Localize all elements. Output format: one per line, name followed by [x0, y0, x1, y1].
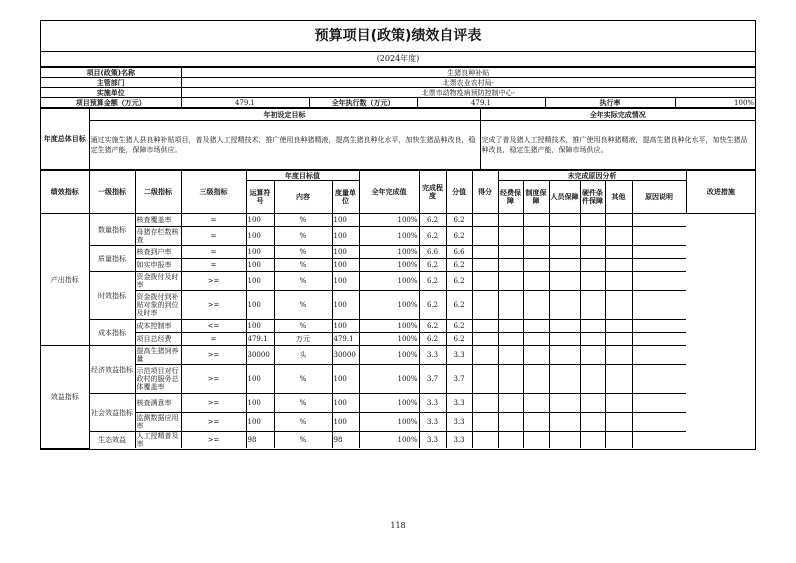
table-row: [41, 413, 755, 432]
cell-empty: [549, 272, 580, 291]
cell-op: =: [181, 333, 246, 346]
cell-empty: [472, 227, 498, 246]
cell-unit: %: [274, 259, 332, 272]
cell-empty: [498, 272, 523, 291]
cell-degree: 100%: [359, 291, 419, 320]
header-level3: 三级指标: [181, 171, 246, 214]
header-level2: 二级指标: [135, 171, 181, 214]
header-content: 内容: [274, 181, 332, 214]
cell-value: 30000: [332, 346, 359, 365]
level3-indicator: 母猪存栏数核查: [135, 227, 181, 246]
cell-unit: %: [274, 272, 332, 291]
header-funding: 经费保障: [498, 181, 523, 214]
cell-points: 6.2: [419, 291, 446, 320]
table-row: [41, 291, 755, 320]
header-level1: 一级指标: [89, 171, 135, 214]
performance-indicator-table: [41, 170, 755, 449]
cell-empty: [523, 214, 549, 227]
level2-indicator: 质量指标: [89, 246, 135, 272]
cell-degree: 100%: [359, 432, 419, 449]
cell-empty: [605, 365, 632, 394]
cell-value: 98: [332, 432, 359, 449]
cell-score: 6.2: [446, 227, 472, 246]
level3-indicator: 资金拨付及时率: [135, 272, 181, 291]
level2-indicator: 社会效益指标: [89, 394, 135, 432]
cell-empty: [632, 432, 686, 449]
unit-row: [41, 88, 755, 98]
cell-empty: [549, 413, 580, 432]
level3-indicator: 成本控制率: [135, 320, 181, 333]
cell-value: 100: [332, 227, 359, 246]
goals-row-label: 年度总体目标: [41, 109, 89, 170]
cell-empty: [580, 227, 605, 246]
cell-empty: [523, 227, 549, 246]
cell-empty: [498, 227, 523, 246]
cell-degree: 100%: [359, 365, 419, 394]
cell-unit: %: [274, 227, 332, 246]
cell-empty: [580, 320, 605, 333]
cell-empty: [632, 272, 686, 291]
cell-degree: 100%: [359, 227, 419, 246]
cell-empty: [605, 259, 632, 272]
goals-content-row: [41, 121, 755, 170]
table-row: [41, 272, 755, 291]
budget-row: [41, 98, 755, 108]
cell-empty: [580, 365, 605, 394]
cell-empty: [549, 320, 580, 333]
cell-empty: [605, 272, 632, 291]
cell-empty: [523, 346, 549, 365]
cell-empty: [580, 272, 605, 291]
cell-score: 3.3: [446, 394, 472, 413]
cell-empty: [605, 394, 632, 413]
header-reason-group: 未完成原因分析: [498, 171, 686, 181]
cell-empty: [498, 333, 523, 346]
header-improve: 改进措施: [686, 171, 755, 214]
cell-empty: [632, 259, 686, 272]
cell-content: 100: [246, 214, 274, 227]
cell-points: 6.2: [419, 214, 446, 227]
budget-value: 479.1: [181, 98, 309, 108]
cell-empty: [549, 291, 580, 320]
cell-value: 100: [332, 413, 359, 432]
cell-empty: [472, 346, 498, 365]
perf-header-row-1: [41, 171, 755, 181]
cell-op: >=: [181, 346, 246, 365]
cell-unit: 万元: [274, 333, 332, 346]
cell-empty: [549, 214, 580, 227]
unit-value: 北票市动物疫病预防控制中心-: [181, 88, 755, 98]
header-personnel: 人员保障: [549, 181, 580, 214]
cell-empty: [523, 413, 549, 432]
cell-empty: [549, 394, 580, 413]
cell-content: 100: [246, 246, 274, 259]
cell-empty: [632, 291, 686, 320]
header-system: 制度保障: [523, 181, 549, 214]
cell-empty: [632, 333, 686, 346]
cell-score: 3.3: [446, 413, 472, 432]
cell-empty: [498, 413, 523, 432]
cell-empty: [549, 432, 580, 449]
cell-content: 98: [246, 432, 274, 449]
table-row: [41, 227, 755, 246]
year-subtitle: (2024年度): [41, 52, 755, 67]
cell-empty: [472, 214, 498, 227]
cell-degree: 100%: [359, 413, 419, 432]
cell-value: 479.1: [332, 333, 359, 346]
table-row: [41, 320, 755, 333]
cell-empty: [472, 432, 498, 449]
cell-empty: [632, 246, 686, 259]
cell-points: 3.7: [419, 365, 446, 394]
project-info-table: [41, 67, 755, 108]
dept-row: [41, 78, 755, 88]
actual-header: 全年实际完成情况: [480, 109, 755, 121]
cell-op: =: [181, 259, 246, 272]
cell-empty: [472, 333, 498, 346]
cell-degree: 100%: [359, 246, 419, 259]
cell-empty: [523, 291, 549, 320]
cell-empty: [605, 413, 632, 432]
level3-indicator: 示范项目对行政村的服务总体覆盖率: [135, 365, 181, 394]
cell-empty: [580, 246, 605, 259]
cell-unit: %: [274, 291, 332, 320]
cell-empty: [498, 365, 523, 394]
table-row: [41, 333, 755, 346]
cell-degree: 100%: [359, 394, 419, 413]
cell-score: 6.2: [446, 320, 472, 333]
level3-indicator: 监测数据应用率: [135, 413, 181, 432]
cell-empty: [472, 259, 498, 272]
cell-empty: [632, 413, 686, 432]
level3-indicator: 项目总经费: [135, 333, 181, 346]
cell-op: >=: [181, 394, 246, 413]
cell-empty: [523, 394, 549, 413]
project-name-value: 生猪良种补贴: [181, 68, 755, 78]
cell-empty: [580, 432, 605, 449]
cell-empty: [605, 227, 632, 246]
cell-degree: 100%: [359, 214, 419, 227]
cell-empty: [472, 394, 498, 413]
table-row: [41, 365, 755, 394]
cell-content: 100: [246, 365, 274, 394]
actual-text: 完成了普及猪人工授精技术，推广使用良种猪精液，提高生猪良种化水平，加快生猪品种改良，稳定生猪产能，保障市场供应。: [480, 121, 755, 170]
cell-value: 100: [332, 291, 359, 320]
cell-empty: [549, 259, 580, 272]
cell-value: 100: [332, 272, 359, 291]
page-title: 预算项目(政策)绩效自评表: [41, 21, 755, 52]
cell-content: 100: [246, 259, 274, 272]
cell-op: <=: [181, 320, 246, 333]
cell-empty: [523, 246, 549, 259]
cell-empty: [523, 320, 549, 333]
cell-points: 3.3: [419, 346, 446, 365]
header-reason: 原因说明: [632, 181, 686, 214]
level2-indicator: 时效指标: [89, 272, 135, 320]
cell-value: 100: [332, 365, 359, 394]
evaluation-sheet: [40, 20, 756, 450]
header-complete-value: 全年完成值: [359, 171, 419, 214]
cell-value: 100: [332, 394, 359, 413]
cell-empty: [549, 333, 580, 346]
cell-points: 3.3: [419, 394, 446, 413]
cell-unit: %: [274, 413, 332, 432]
page-number: 118: [390, 521, 406, 530]
cell-empty: [549, 346, 580, 365]
cell-score: 6.2: [446, 214, 472, 227]
cell-empty: [523, 259, 549, 272]
cell-empty: [472, 320, 498, 333]
table-row: [41, 259, 755, 272]
cell-empty: [580, 346, 605, 365]
header-annual-target: 年度目标值: [246, 171, 359, 181]
budget-label: 项目预算金额（万元）: [41, 98, 181, 108]
cell-empty: [580, 214, 605, 227]
cell-empty: [580, 333, 605, 346]
level3-indicator: 人工授精普及率: [135, 432, 181, 449]
cell-unit: %: [274, 394, 332, 413]
header-other: 其他: [605, 181, 632, 214]
cell-score: 3.3: [446, 432, 472, 449]
cell-points: 6.2: [419, 333, 446, 346]
cell-degree: 100%: [359, 333, 419, 346]
cell-empty: [549, 246, 580, 259]
cell-empty: [605, 346, 632, 365]
cell-content: 100: [246, 394, 274, 413]
cell-points: 6.6: [419, 246, 446, 259]
table-row: [41, 346, 755, 365]
cell-score: 6.2: [446, 272, 472, 291]
cell-points: 6.2: [419, 259, 446, 272]
cell-content: 479.1: [246, 333, 274, 346]
cell-empty: [632, 365, 686, 394]
table-row: [41, 246, 755, 259]
cell-empty: [632, 394, 686, 413]
cell-empty: [605, 214, 632, 227]
cell-unit: 头: [274, 346, 332, 365]
cell-empty: [472, 365, 498, 394]
cell-op: >=: [181, 272, 246, 291]
dept-label: 主管部门: [41, 78, 181, 88]
table-row: [41, 214, 755, 227]
level1-indicator: 产出指标: [41, 214, 89, 346]
cell-content: 30000: [246, 346, 274, 365]
cell-score: 6.2: [446, 259, 472, 272]
exec-label: 全年执行数（万元）: [309, 98, 417, 108]
cell-points: 6.2: [419, 227, 446, 246]
cell-content: 100: [246, 413, 274, 432]
cell-content: 100: [246, 291, 274, 320]
project-name-row: [41, 68, 755, 78]
cell-op: =: [181, 214, 246, 227]
level2-indicator: 数量指标: [89, 214, 135, 246]
cell-degree: 100%: [359, 272, 419, 291]
cell-unit: %: [274, 432, 332, 449]
level3-indicator: 核查满意率: [135, 394, 181, 413]
cell-content: 100: [246, 227, 274, 246]
cell-empty: [472, 291, 498, 320]
level3-indicator: 资金拨付到补贴对象的到位及时率: [135, 291, 181, 320]
cell-degree: 100%: [359, 346, 419, 365]
cell-empty: [580, 413, 605, 432]
header-score: 得分: [472, 171, 498, 214]
cell-empty: [632, 320, 686, 333]
cell-empty: [605, 320, 632, 333]
cell-empty: [498, 214, 523, 227]
cell-points: 6.2: [419, 320, 446, 333]
header-hardware: 硬件条件保障: [580, 181, 605, 214]
cell-empty: [498, 291, 523, 320]
cell-unit: %: [274, 365, 332, 394]
cell-value: 100: [332, 320, 359, 333]
rate-value: 100%: [675, 98, 755, 108]
dept-value: 北票农业农村局-: [181, 78, 755, 88]
cell-value: 100: [332, 246, 359, 259]
cell-empty: [632, 346, 686, 365]
level2-indicator: 生态效益: [89, 432, 135, 449]
cell-empty: [632, 227, 686, 246]
plan-text: 通过实施生猪人县良种补贴项目，普及猪人工授精技术，推广使用良种猪精液，提高生猪良种化水平，加快生猪品种改良，稳定生猪产能，保障市场供应。: [89, 121, 480, 170]
cell-empty: [605, 291, 632, 320]
cell-empty: [605, 333, 632, 346]
cell-op: >=: [181, 365, 246, 394]
annual-goals-table: [41, 108, 755, 170]
cell-score: 3.7: [446, 365, 472, 394]
cell-content: 100: [246, 272, 274, 291]
cell-empty: [605, 246, 632, 259]
header-score-value: 分值: [446, 171, 472, 214]
cell-score: 6.2: [446, 291, 472, 320]
cell-op: >=: [181, 413, 246, 432]
cell-empty: [472, 413, 498, 432]
cell-empty: [523, 333, 549, 346]
cell-empty: [580, 259, 605, 272]
level3-indicator: 核查覆盖率: [135, 214, 181, 227]
cell-unit: %: [274, 214, 332, 227]
cell-empty: [498, 394, 523, 413]
cell-empty: [472, 272, 498, 291]
cell-degree: 100%: [359, 259, 419, 272]
header-unit: 度量单位: [332, 181, 359, 214]
project-name-label: 项目(政策)名称: [41, 68, 181, 78]
cell-empty: [498, 346, 523, 365]
cell-empty: [605, 432, 632, 449]
header-operator: 运算符号: [246, 181, 274, 214]
cell-empty: [498, 320, 523, 333]
perf-side-label: 绩效指标: [41, 171, 89, 214]
cell-value: 100: [332, 214, 359, 227]
level3-indicator: 提高生猪饲养量: [135, 346, 181, 365]
cell-value: 100: [332, 259, 359, 272]
table-row: [41, 432, 755, 449]
cell-op: =: [181, 227, 246, 246]
cell-empty: [523, 365, 549, 394]
cell-empty: [580, 291, 605, 320]
cell-empty: [523, 432, 549, 449]
cell-empty: [523, 272, 549, 291]
cell-empty: [472, 246, 498, 259]
cell-points: 6.2: [419, 272, 446, 291]
header-degree: 完成程度: [419, 171, 446, 214]
cell-empty: [632, 214, 686, 227]
plan-header: 年初设定目标: [89, 109, 480, 121]
rate-label: 执行率: [545, 98, 675, 108]
cell-points: 3.3: [419, 413, 446, 432]
goals-header-row: [41, 109, 755, 121]
cell-degree: 100%: [359, 320, 419, 333]
cell-unit: %: [274, 246, 332, 259]
cell-content: 100: [246, 320, 274, 333]
cell-empty: [549, 365, 580, 394]
cell-score: 3.3: [446, 346, 472, 365]
level3-indicator: 核查到户率: [135, 246, 181, 259]
level2-indicator: 经济效益指标: [89, 346, 135, 394]
unit-label: 实施单位: [41, 88, 181, 98]
cell-unit: %: [274, 320, 332, 333]
cell-op: =: [181, 246, 246, 259]
level1-indicator: 效益指标: [41, 346, 89, 449]
table-row: [41, 394, 755, 413]
cell-score: 6.2: [446, 333, 472, 346]
cell-empty: [498, 246, 523, 259]
cell-empty: [498, 259, 523, 272]
cell-empty: [580, 394, 605, 413]
cell-score: 6.6: [446, 246, 472, 259]
cell-op: >=: [181, 291, 246, 320]
cell-points: 3.3: [419, 432, 446, 449]
level2-indicator: 成本指标: [89, 320, 135, 346]
exec-value: 479.1: [417, 98, 545, 108]
cell-op: >=: [181, 432, 246, 449]
cell-empty: [498, 432, 523, 449]
cell-empty: [549, 227, 580, 246]
level3-indicator: 如实申报率: [135, 259, 181, 272]
